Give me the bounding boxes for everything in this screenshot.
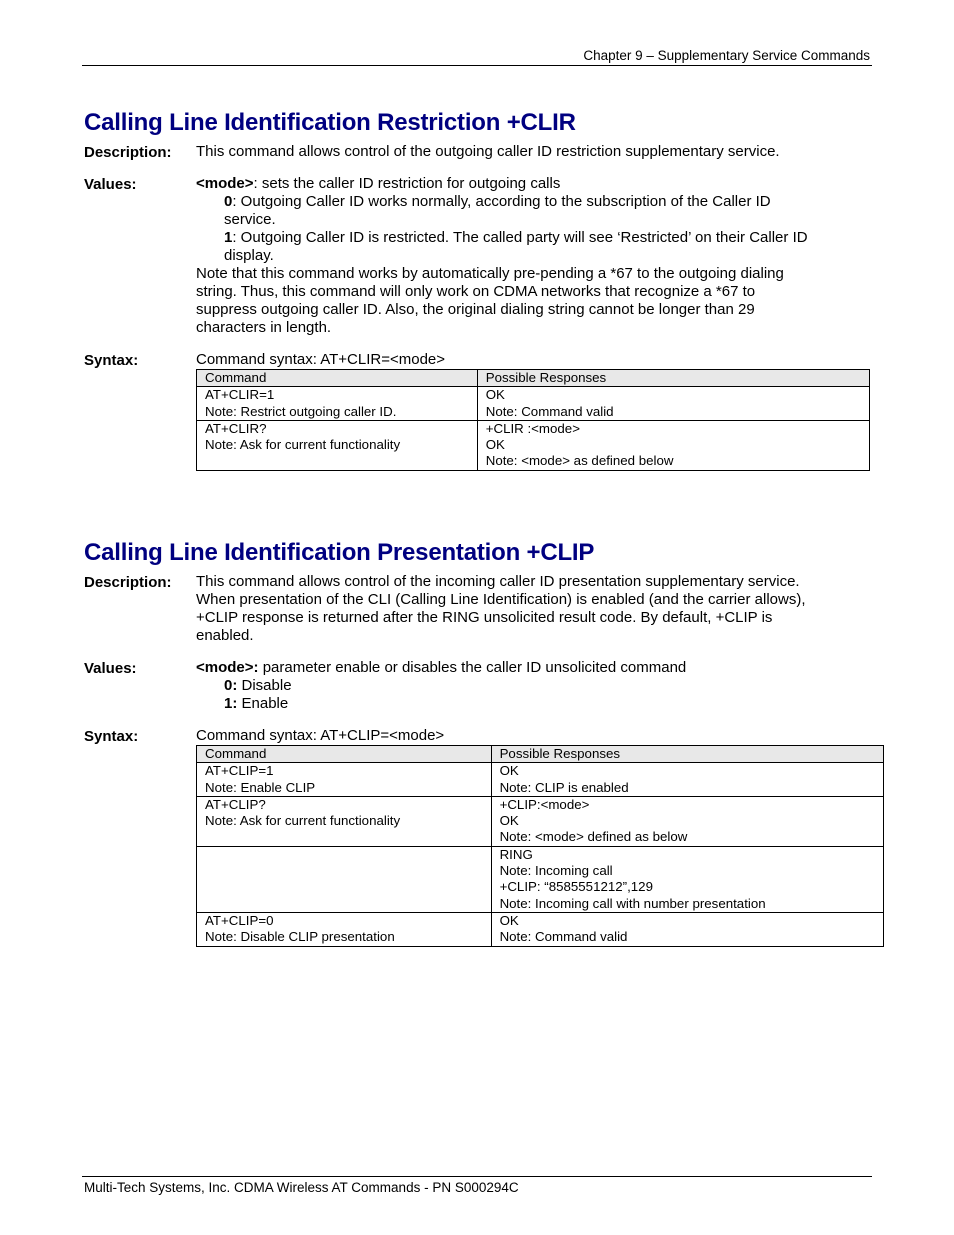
clir-note-line: Note that this command works by automatically pre-pending a *67 to the outgoing dialing bbox=[196, 265, 784, 282]
response-cell bbox=[491, 796, 883, 846]
clir-description: This command allows control of the outgoing caller ID restriction supplementary service. bbox=[196, 143, 780, 160]
cell-line: Note: Incoming call with number presentation bbox=[499, 895, 766, 911]
table-header-row bbox=[197, 370, 870, 387]
command-cell bbox=[197, 912, 492, 946]
clip-syntax-label: Syntax: bbox=[84, 728, 139, 745]
clip-param-desc: parameter enable or disables the caller ID unsolicited command bbox=[258, 659, 687, 676]
cell-line: OK bbox=[485, 437, 505, 453]
cell-line: AT+CLIP=0 bbox=[205, 912, 274, 928]
table-row bbox=[197, 420, 870, 470]
clir-option-0-key: 0 bbox=[224, 193, 233, 210]
clir-heading: Calling Line Identification Restriction +CLIR bbox=[84, 109, 576, 136]
cell-line: OK bbox=[499, 813, 519, 829]
clip-description bbox=[196, 573, 806, 645]
cell-line: AT+CLIP? bbox=[205, 796, 266, 812]
clir-param-name: <mode> bbox=[196, 175, 254, 192]
cell-line: Note: Enable CLIP bbox=[205, 779, 316, 795]
clir-description-label: Description: bbox=[84, 144, 172, 161]
clip-values-label: Values: bbox=[84, 660, 137, 677]
chapter-title: Chapter 9 – Supplementary Service Commands bbox=[583, 48, 870, 63]
cell-line: AT+CLIP=1 bbox=[205, 763, 274, 779]
clip-syntax: Command syntax: AT+CLIP=<mode> bbox=[196, 727, 445, 744]
clip-option-0 bbox=[224, 677, 292, 695]
clip-description-line: enabled. bbox=[196, 627, 254, 644]
response-cell bbox=[477, 420, 869, 470]
cell-line: Note: Restrict outgoing caller ID. bbox=[205, 403, 397, 419]
clir-syntax-label: Syntax: bbox=[84, 352, 139, 369]
clir-option-0 bbox=[224, 193, 771, 229]
clip-option-1 bbox=[224, 695, 288, 713]
clir-note-line: string. Thus, this command will only work on CDMA networks that recognize a *67 to bbox=[196, 283, 756, 300]
response-cell bbox=[491, 763, 883, 797]
column-header-command: Command bbox=[197, 370, 478, 387]
column-header-responses: Possible Responses bbox=[491, 746, 883, 763]
cell-line: +CLIP: “8585551212”,129 bbox=[499, 879, 653, 895]
clir-param-desc: : sets the caller ID restriction for outgoing calls bbox=[253, 175, 561, 192]
clip-command-table bbox=[196, 745, 884, 947]
cell-line: Note: Incoming call bbox=[499, 863, 613, 879]
command-cell bbox=[197, 387, 478, 421]
clir-note-line: characters in length. bbox=[196, 319, 332, 336]
clir-option-1-text: : Outgoing Caller ID is restricted. The called party will see ‘Restricted’ on their Caller ID bbox=[232, 229, 808, 246]
page-footer bbox=[82, 1176, 872, 1195]
clip-option-0-key: 0: bbox=[224, 677, 238, 694]
clip-description-line: +CLIP response is returned after the RING unsolicited result code. By default, +CLIP is bbox=[196, 609, 773, 626]
clir-option-0-text-cont: service. bbox=[224, 211, 276, 228]
clir-command-table bbox=[196, 369, 870, 471]
table-row bbox=[197, 387, 870, 421]
cell-line: Note: Disable CLIP presentation bbox=[205, 929, 395, 945]
clir-values-label: Values: bbox=[84, 176, 137, 193]
table-header-row bbox=[197, 746, 884, 763]
cell-line: OK bbox=[485, 387, 505, 403]
cell-line: +CLIR :<mode> bbox=[485, 420, 580, 436]
command-cell bbox=[197, 846, 492, 912]
clir-option-0-text: : Outgoing Caller ID works normally, according to the subscription of the Caller ID bbox=[232, 193, 771, 210]
cell-line: Note: Ask for current functionality bbox=[205, 437, 401, 453]
cell-line: OK bbox=[499, 763, 519, 779]
cell-line: Note: Ask for current functionality bbox=[205, 813, 401, 829]
clip-param-line bbox=[196, 659, 686, 677]
cell-line: Note: CLIP is enabled bbox=[499, 779, 629, 795]
response-cell bbox=[477, 387, 869, 421]
table-row bbox=[197, 796, 884, 846]
clir-syntax: Command syntax: AT+CLIR=<mode> bbox=[196, 351, 446, 368]
cell-line: +CLIP:<mode> bbox=[499, 796, 590, 812]
clip-option-1-text: Enable bbox=[237, 695, 289, 712]
clip-description-label: Description: bbox=[84, 574, 172, 591]
clir-option-1 bbox=[224, 229, 808, 265]
cell-line: RING bbox=[499, 846, 533, 862]
response-cell bbox=[491, 846, 883, 912]
clir-param-line bbox=[196, 175, 560, 193]
clip-param-name: <mode>: bbox=[196, 659, 259, 676]
table-row bbox=[197, 846, 884, 912]
clir-note-line: suppress outgoing caller ID. Also, the original dialing string cannot be longer than 29 bbox=[196, 301, 755, 318]
clir-note bbox=[196, 265, 784, 337]
cell-line: Note: <mode> defined as below bbox=[499, 829, 688, 845]
column-header-command: Command bbox=[197, 746, 492, 763]
clip-option-0-text: Disable bbox=[237, 677, 292, 694]
clip-description-line: This command allows control of the incoming caller ID presentation supplementary service. bbox=[196, 573, 800, 590]
cell-line: AT+CLIR? bbox=[205, 420, 267, 436]
cell-line: Note: Command valid bbox=[485, 403, 614, 419]
clip-description-line: When presentation of the CLI (Calling Line Identification) is enabled (and the carrier allows), bbox=[196, 591, 806, 608]
cell-line: Note: <mode> as defined below bbox=[485, 453, 674, 469]
cell-line: Note: Command valid bbox=[499, 929, 628, 945]
footer-text: Multi-Tech Systems, Inc. CDMA Wireless AT Commands - PN S000294C bbox=[84, 1180, 519, 1195]
command-cell bbox=[197, 420, 478, 470]
command-cell bbox=[197, 796, 492, 846]
cell-line: AT+CLIR=1 bbox=[205, 387, 275, 403]
cell-line: OK bbox=[499, 912, 519, 928]
clip-heading: Calling Line Identification Presentation +CLIP bbox=[84, 539, 595, 566]
clir-option-1-key: 1 bbox=[224, 229, 233, 246]
command-cell bbox=[197, 763, 492, 797]
response-cell bbox=[491, 912, 883, 946]
table-row bbox=[197, 763, 884, 797]
clip-option-1-key: 1: bbox=[224, 695, 238, 712]
clir-option-1-text-cont: display. bbox=[224, 247, 274, 264]
table-row bbox=[197, 912, 884, 946]
column-header-responses: Possible Responses bbox=[477, 370, 869, 387]
page-header bbox=[82, 48, 872, 66]
